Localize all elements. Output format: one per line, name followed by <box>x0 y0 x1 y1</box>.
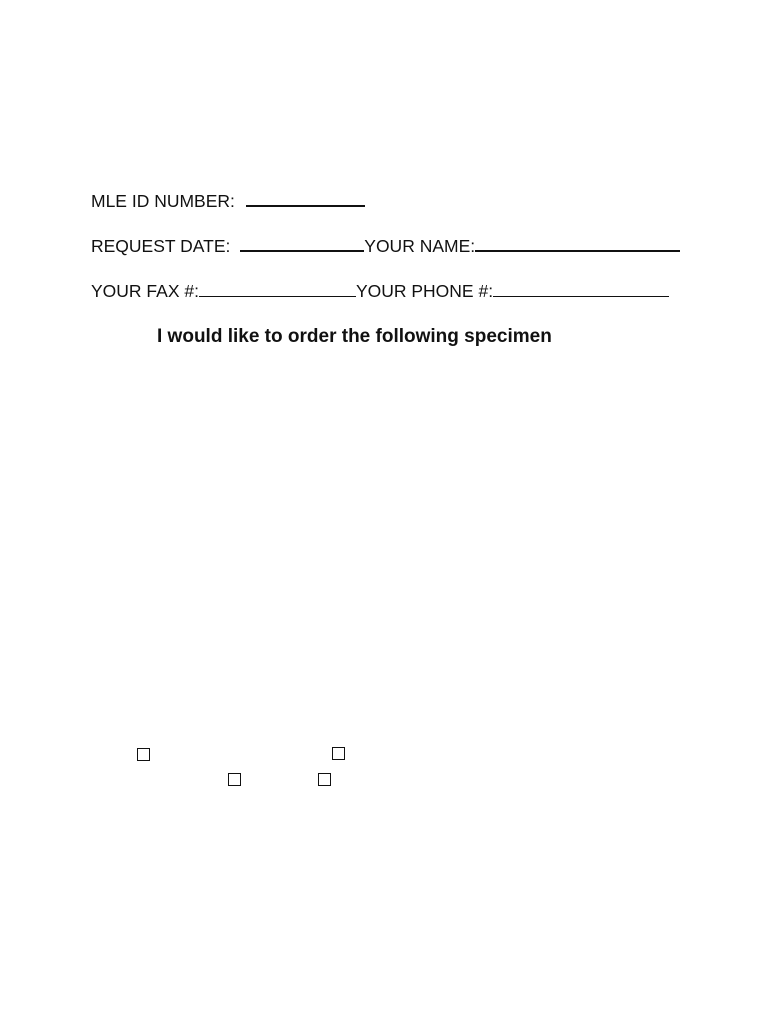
your-phone-field[interactable] <box>493 281 669 297</box>
your-phone-label: YOUR PHONE #: <box>355 281 494 301</box>
mle-id-field[interactable] <box>246 191 365 207</box>
request-date-label: REQUEST DATE: <box>91 236 231 256</box>
fax-phone-row <box>91 281 669 301</box>
mle-id-row <box>91 191 365 211</box>
request-date-field[interactable] <box>240 236 364 252</box>
checkbox-3[interactable] <box>228 773 241 786</box>
your-name-field[interactable] <box>475 236 680 252</box>
checkbox-4[interactable] <box>318 773 331 786</box>
request-date-row <box>91 236 680 256</box>
mle-id-label: MLE ID NUMBER: <box>91 191 235 211</box>
checkbox-1[interactable] <box>137 748 150 761</box>
your-fax-field[interactable] <box>199 281 356 297</box>
your-fax-label: YOUR FAX #: <box>91 281 199 301</box>
order-heading: I would like to order the following specimen <box>157 326 552 347</box>
checkbox-2[interactable] <box>332 747 345 760</box>
your-name-label: YOUR NAME: <box>364 236 476 256</box>
